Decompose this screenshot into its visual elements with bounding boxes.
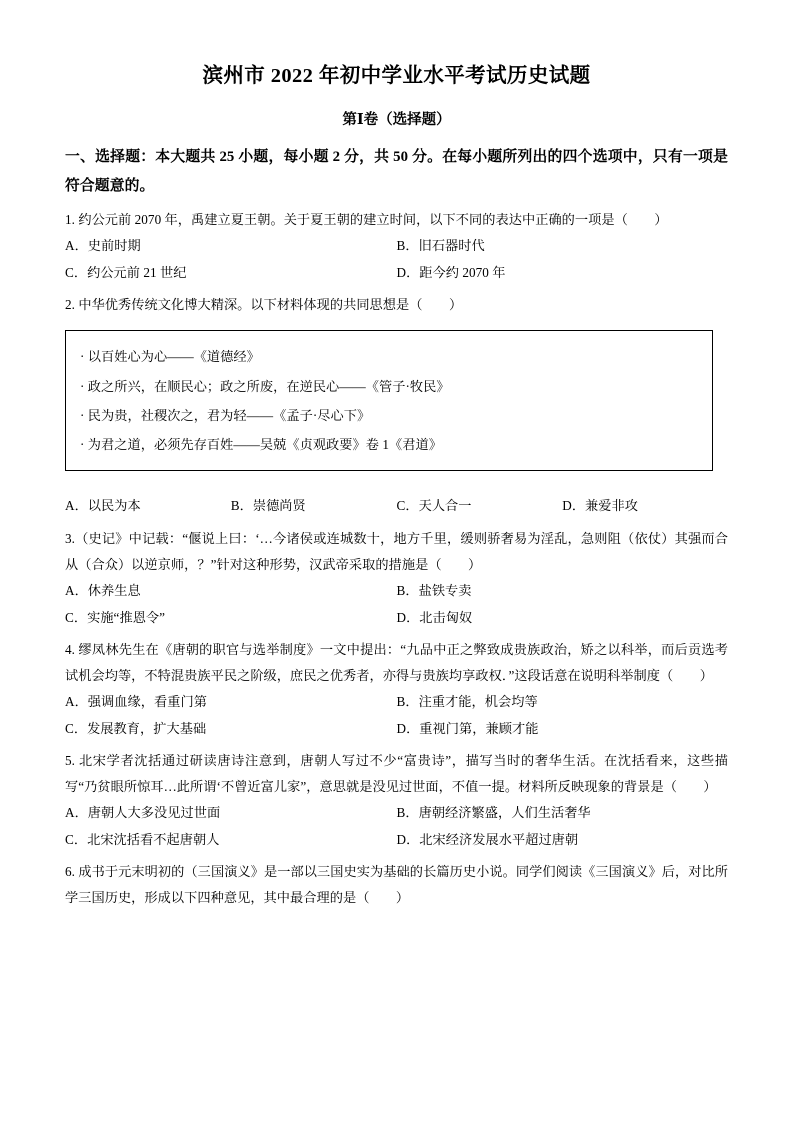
option-d[interactable]: D．兼爱非攻 [562, 498, 639, 514]
question-options [65, 689, 728, 742]
question-stem: 4. 缪凤林先生在《唐朝的职官与选举制度》一文中提出：“九品中正之弊致成贵族政治，矫之以科举，而后贡选考试机会均等，不特混贵族平民之阶级，庶民之优秀者，亦得与贵族均享政权．”这段话意在说明科举制度（ ） [65, 641, 728, 684]
question-options [65, 800, 728, 853]
option-b[interactable]: B．盐铁专卖 [396, 583, 472, 599]
section-title: 第Ⅰ卷（选择题） [342, 111, 451, 128]
option-a[interactable]: A．休养生息 [65, 583, 141, 599]
option-b[interactable]: B．唐朝经济繁盛，人们生活奢华 [396, 805, 591, 821]
option-c[interactable]: C．发展教育，扩大基础 [65, 720, 207, 736]
question-options [65, 493, 728, 519]
question-stem: 6. 成书于元末明初的（三国演义》是一部以三国史实为基础的长篇历史小说。同学们阅读《三国演义》后，对比所学三国历史，形成以下四种意见，其中最合理的是（ ） [65, 864, 728, 906]
question-options [65, 578, 728, 631]
material-line: · 民为贵，社稷次之，君为轻——《孟子·尽心下》 [80, 407, 371, 423]
option-b[interactable]: B．崇德尚贤 [230, 498, 306, 514]
option-b[interactable]: B．旧石器时代 [396, 238, 485, 254]
instructions-paragraph: 一、选择题：本大题共 25 小题，每小题 2 分，共 50 分。在每小题所列出的四个选项中，只有一项是符合题意的。 [65, 149, 728, 195]
spacer [65, 471, 728, 493]
option-d[interactable]: D．北击匈奴 [396, 609, 473, 625]
option-b[interactable]: B．注重才能，机会均等 [396, 694, 538, 710]
option-c[interactable]: C．北宋沈括看不起唐朝人 [65, 831, 220, 847]
option-a[interactable]: A．唐朝人大多没见过世面 [65, 805, 221, 821]
option-a[interactable]: A．以民为本 [65, 498, 141, 514]
question-stem: 2. 中华优秀传统文化博大精深。以下材料体现的共同思想是（ ） [65, 297, 463, 313]
option-d[interactable]: D．重视门第，兼顾才能 [396, 720, 539, 736]
material-line: · 以百姓心为心——《道德经》 [80, 349, 260, 365]
option-a[interactable]: A．强调血缘，看重门第 [65, 694, 207, 710]
question-stem: 1. 约公元前 2070 年，禹建立夏王朝。关于夏王朝的建立时间，以下不同的表达中正确的一项是（ ） [65, 212, 668, 228]
option-d[interactable]: D．北宋经济发展水平超过唐朝 [396, 831, 579, 847]
question-stem: 5. 北宋学者沈括通过研读唐诗注意到，唐朝人写过不少“富贵诗”，描写当时的奢华生活。在沈括看来，这些描写“乃贫眼所惊耳…此所谓‘不曾近富儿家”，意思就是没见过世面，不值一提。材料所反映现象的背景是（ ） [65, 753, 728, 795]
option-c[interactable]: C．实施“推恩令” [65, 609, 166, 625]
material-box [65, 330, 713, 471]
question-options [65, 233, 728, 286]
option-c[interactable]: C．约公元前 21 世纪 [65, 264, 187, 280]
material-line: · 为君之道，必须先存百姓——吴兢《贞观政要》卷 1《君道》 [80, 437, 442, 453]
page-title: 滨州市 2022 年初中学业水平考试历史试题 [202, 65, 591, 87]
option-d[interactable]: D．距今约 2070 年 [396, 264, 506, 280]
option-c[interactable]: C．天人合一 [396, 498, 472, 514]
option-a[interactable]: A．史前时期 [65, 238, 141, 254]
question-stem: 3.（史记》中记载：“偃说上曰：‘…今诸侯或连城数十，地方千里，缓则骄奢易为淫乱，急则阻（依仗）其强而合从（合众）以逆京师，？”针对这种形势，汉武帝采取的措施是（ ） [65, 530, 728, 572]
material-line: · 政之所兴，在顺民心；政之所废，在逆民心——《管子·牧民》 [80, 378, 450, 394]
